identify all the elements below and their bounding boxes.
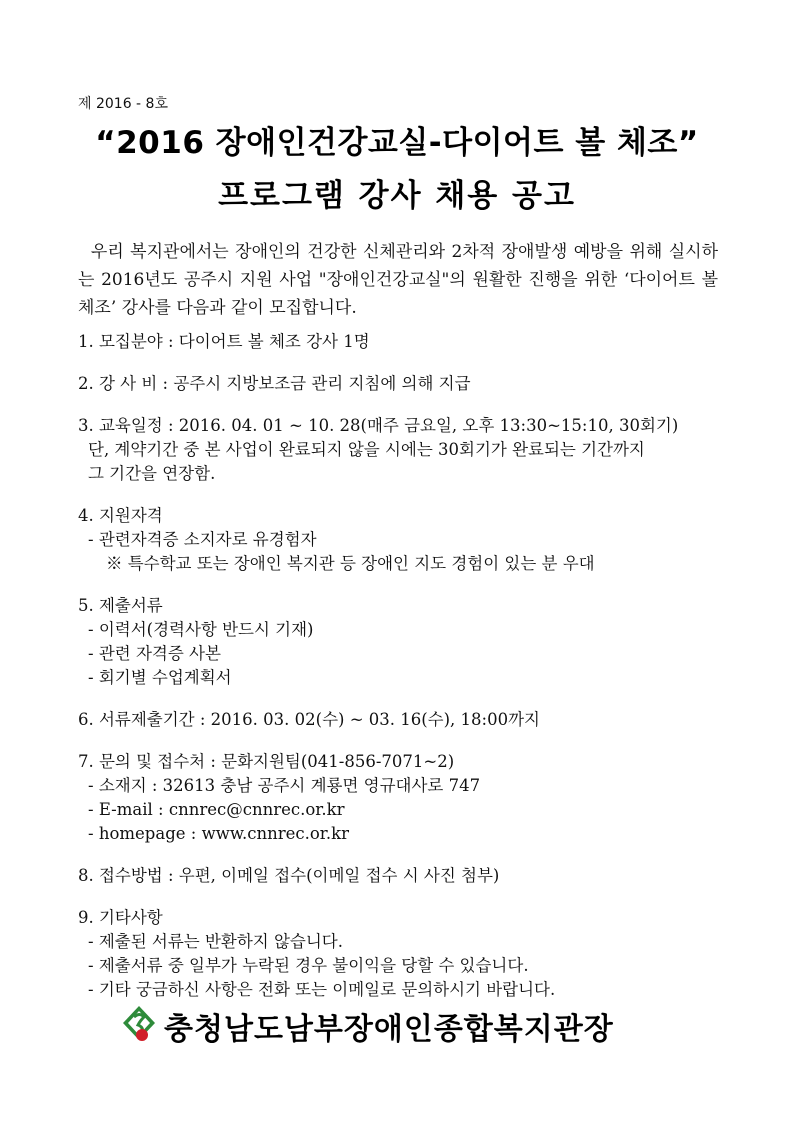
footer-signature (120, 1003, 614, 1049)
section-line: - 관련자격증 소지자로 유경험자 (88, 530, 317, 549)
section-line: ※ 특수학교 또는 장애인 복지관 등 장애인 지도 경험이 있는 분 우대 (106, 554, 595, 573)
title-line-2: 프로그램 강사 채용 공고 (218, 178, 576, 214)
section-line: 4. 지원자격 (78, 506, 163, 525)
section-contact (78, 750, 738, 846)
section-line: 3. 교육일정 : 2016. 04. 01 ~ 10. 28(매주 금요일, 오후 13:30~15:10, 30회기) (78, 416, 679, 435)
section-line: 8. 접수방법 : 우편, 이메일 접수(이메일 접수 시 사진 첨부) (78, 866, 500, 885)
title-line-1: “2016 장애인건강교실-다이어트 볼 체조” (95, 125, 699, 161)
section-line: - homepage : www.cnnrec.or.kr (88, 824, 349, 843)
section-submission-method (78, 864, 738, 888)
section-line: - 기타 궁금하신 사항은 전화 또는 이메일로 문의하시기 바랍니다. (88, 980, 556, 999)
section-submission-period (78, 708, 738, 732)
section-lecturer-fee (78, 372, 738, 396)
section-line: 그 기간을 연장함. (88, 464, 216, 483)
section-line: 9. 기타사항 (78, 908, 163, 927)
section-line: 2. 강 사 비 : 공주시 지방보조금 관리 지침에 의해 지급 (78, 374, 471, 393)
section-line: - 관련 자격증 사본 (88, 644, 221, 663)
section-line: 1. 모집분야 : 다이어트 볼 체조 강사 1명 (78, 332, 370, 351)
section-line: - 제출된 서류는 반환하지 않습니다. (88, 932, 343, 951)
section-line: 7. 문의 및 접수처 : 문화지원팀(041-856-7071~2) (78, 752, 455, 771)
intro-paragraph (78, 238, 718, 322)
section-documents (78, 594, 738, 690)
section-line: 6. 서류제출기간 : 2016. 03. 02(수) ~ 03. 16(수), 18:00까지 (78, 710, 540, 729)
section-line: - 소재지 : 32613 충남 공주시 계룡면 영규대사로 747 (88, 776, 481, 795)
section-line: - 제출서류 중 일부가 누락된 경우 불이익을 당할 수 있습니다. (88, 956, 529, 975)
section-line: - 이력서(경력사항 반드시 기재) (88, 620, 314, 639)
section-other (78, 906, 738, 1002)
intro-text: 우리 복지관에서는 장애인의 건강한 신체관리와 2차적 장애발생 예방을 위해 실시하는 2016년도 공주시 지원 사업 "장애인건강교실"의 원활한 진행을 위한 ‘다이어트 볼 체조’ 강사를 다음과 같이 모집합니다. (78, 242, 718, 318)
notice-sections (78, 330, 738, 1020)
organization-logo-icon (120, 1003, 158, 1049)
section-line: 5. 제출서류 (78, 596, 163, 615)
section-qualification (78, 504, 738, 576)
section-recruitment-field (78, 330, 738, 354)
organization-name: 충청남도남부장애인종합복지관장 (164, 1012, 614, 1047)
section-line: 단, 계약기간 중 본 사업이 완료되지 않을 시에는 30회기가 완료되는 기간까지 (88, 440, 645, 459)
document-number: 제 2016 - 8호 (78, 96, 168, 112)
section-line: - E-mail : cnnrec@cnnrec.or.kr (88, 800, 345, 819)
section-line: - 회기별 수업계획서 (88, 668, 232, 687)
section-schedule (78, 414, 738, 486)
